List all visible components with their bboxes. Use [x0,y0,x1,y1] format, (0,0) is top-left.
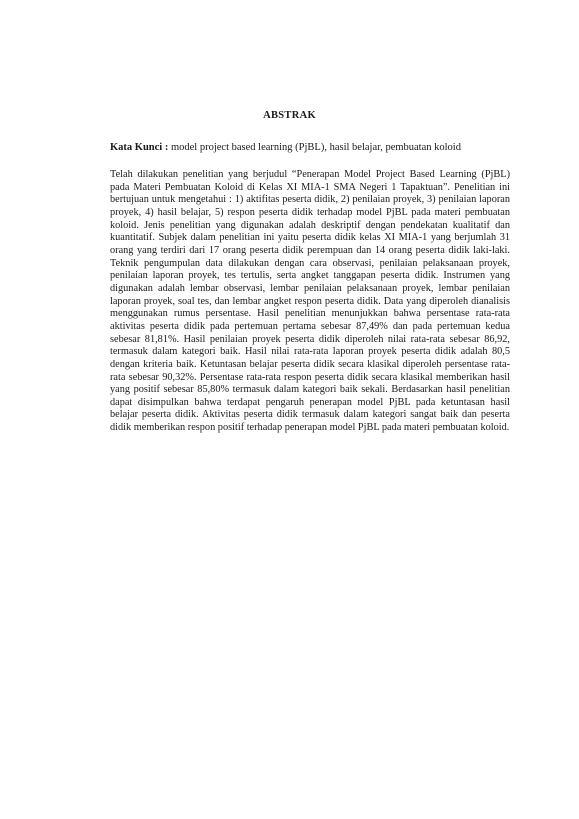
keywords-value: model project based learning (PjBL), hasil belajar, pembuatan koloid [168,142,461,153]
abstract-title: ABSTRAK [263,110,316,121]
keywords-line [110,141,510,155]
keywords-label: Kata Kunci : [110,142,169,153]
abstract-body: Telah dilakukan penelitian yang berjudul “Penerapan Model Project Based Learning (PjBL) pada Materi Pembuatan Koloid di Kelas XI MIA-1 SMA Negeri 1 Tapaktuan”. Penelitian ini bertujuan untuk mengetahui : 1) aktifitas peserta didik, 2) penilaian proyek, 3) penilaian laporan proyek, 4) hasil belajar, 5) respon peserta didik terhadap model PjBL pada materi pembuatan koloid. Jenis penelitian yang digunakan adalah deskriptif dengan pendekatan kualitatif dan kuantitatif. Subjek dalam penelitian ini yaitu peserta didik kelas XI MIA-1 yang berjumlah 31 orang yang terdiri dari 17 orang peserta didik perempuan dan 14 orang peserta didik laki-laki. Teknik pengumpulan data dilakukan dengan cara observasi, penilaian pelaksanaan proyek, penilaian laporan proyek, tes tertulis, serta angket tanggapan peserta didik. Instrumen yang digunakan adalah lembar observasi, lembar penilaian pelaksanaan proyek, lembar penilaian laporan proyek, soal tes, dan lembar angket respon peserta didik. Data yang diperoleh dianalisis menggunakan rumus persentase. Hasil penelitian menunjukkan bahwa persentase rata-rata aktivitas peserta didik pada pertemuan pertama sebesar 87,49% dan pada pertemuan kedua sebesar 81,81%. Hasil penilaian proyek peserta didik diperoleh nilai rata-rata sebesar 86,92, termasuk dalam kategori baik. Hasil nilai rata-rata laporan proyek peserta didik adalah 80,5 dengan kriteria baik. Ketuntasan belajar peserta didik secara klasikal diperoleh persentase rata-rata sebesar 90,32%. Persentase rata-rata respon peserta didik secara klasikal memberikan hasil yang positif sebesar 85,80% termasuk dalam kategori baik sekali. Berdasarkan hasil penelitian dapat disimpulkan bahwa terdapat pengaruh penerapan model PjBL pada ketuntasan hasil belajar peserta didik. Aktivitas peserta didik termasuk dalam kategori sangat baik dan peserta didik memberikan respon positif terhadap penerapan model PjBL pada materi pembuatan koloid. [110,169,510,434]
